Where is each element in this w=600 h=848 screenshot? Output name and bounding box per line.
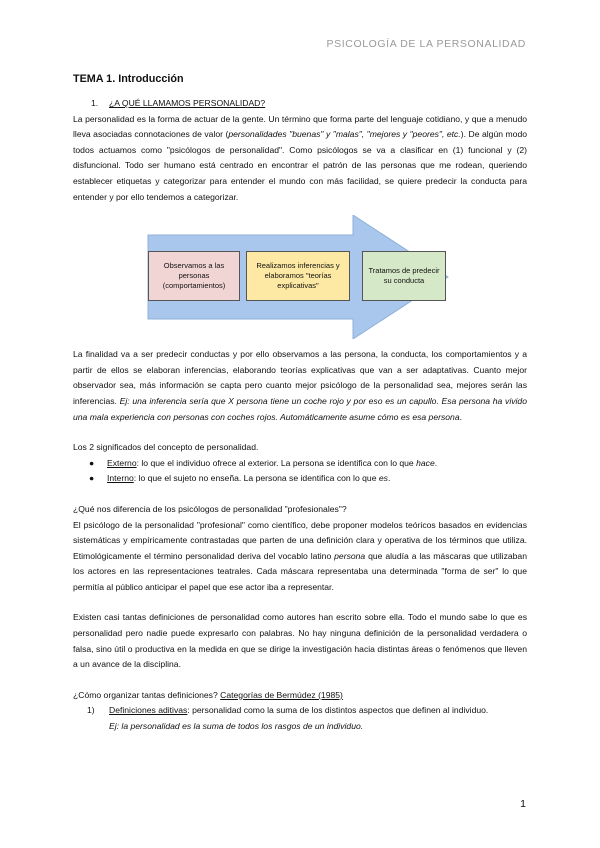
term: Definiciones aditivas bbox=[109, 705, 188, 716]
term: Interno bbox=[107, 473, 134, 484]
text: . bbox=[459, 411, 463, 422]
paragraph-intro bbox=[73, 112, 527, 206]
categorias-list bbox=[73, 703, 527, 734]
italic-text: persona bbox=[334, 550, 366, 561]
paragraph-definiciones: Existen casi tantas definiciones de personalidad como autores han escrito sobre ella. Todo el mundo sabe lo que es personalidad pero nadie puede expresarlo con palabras. No hay ninguna definición de la personalidad verdadera o falsa, sino útil o productiva en la medida en que se dirige la investigación hacia distintas áreas o fenómenos que lleven a un avance de la disciplina. bbox=[73, 612, 527, 670]
page-title: TEMA 1. Introducción bbox=[73, 73, 184, 85]
bermudez-link[interactable]: Categorías de Bermúdez (1985) bbox=[220, 689, 343, 700]
process-diagram bbox=[73, 215, 527, 339]
text: La personalidad es la forma de actuar de la gente. Un término que forma parte del lenguaje cotidiano, y que a menudo lleva asociadas connotaciones de valor ( bbox=[73, 113, 527, 140]
text: ¿Cómo organizar tantas definiciones? bbox=[73, 689, 221, 700]
list-item bbox=[73, 456, 527, 472]
list-item bbox=[73, 471, 527, 487]
text: : lo que el sujeto no enseña. La persona se identifica con lo que bbox=[133, 473, 379, 484]
section-number: 1. bbox=[91, 98, 99, 108]
diagram-box-observe: Observamos a las personas (comportamientos) bbox=[148, 251, 240, 301]
italic-example: Ej: una inferencia sería que X persona tiene un coche rojo y por eso es un capullo. Esa persona ha vivido una mala experiencia con personas con coches rojos. Automáticamente asume cómo es esa persona bbox=[73, 395, 527, 422]
term: Externo bbox=[107, 457, 137, 468]
italic-example: Ej: la personalidad es la suma de todos los rasgos de un individuo. bbox=[109, 721, 364, 732]
section-heading bbox=[91, 96, 527, 112]
section-heading-text: ¿A QUÉ LLAMAMOS PERSONALIDAD? bbox=[109, 98, 266, 108]
text: : personalidad como la suma de los distintos aspectos que definen al individuo. bbox=[187, 705, 489, 716]
significados-list bbox=[73, 456, 527, 487]
document-body bbox=[73, 72, 527, 735]
diferencia-question: ¿Qué nos diferencia de los psicólogos de personalidad "profesionales"? bbox=[73, 503, 347, 514]
organizar-question bbox=[73, 688, 527, 704]
bullet-icon: ● bbox=[89, 457, 95, 468]
diagram-box-predict: Tratamos de predecir su conducta bbox=[362, 251, 446, 301]
italic-text: personalidades "buenas" y "malas", "mejores y "peores", etc. bbox=[228, 129, 461, 140]
page-number: 1 bbox=[520, 798, 526, 810]
text: El psicólogo de la personalidad "profesional" como científico, debe proponer modelos teóricos basados en evidencias sistemáticas y empíricamente contrastadas que parten de una definición clara y operativa de los términos que utiliza. Etimológicamente el término personalidad deriva del vocablo latino bbox=[73, 519, 527, 561]
paragraph-finalidad bbox=[73, 347, 527, 425]
text: que aludía a las máscaras que utilizaban los actores en las representaciones teatrales. Cada máscara representaba una determinada "forma de ser" lo que permitía al público anticipar el papel que ese actor iba a representar. bbox=[73, 550, 527, 592]
text: : lo que el individuo ofrece al exterior. La persona se identifica con lo que bbox=[136, 457, 417, 468]
text: . bbox=[387, 473, 391, 484]
running-header: PSICOLOGÍA DE LA PERSONALIDAD bbox=[326, 38, 526, 50]
italic-text: hace bbox=[416, 457, 435, 468]
diagram-box-infer: Realizamos inferencias y elaboramos "teorías explicativas" bbox=[246, 251, 350, 301]
text: La finalidad va a ser predecir conductas y por ello observamos a las persona, la conducta, los comportamientos y a partir de ellos se elaboran inferencias, elaborando teorías explicativas que van a ser adaptativas. Cuanto mejor observador sea, más información se capta pero cuanto mejor psicólogo de la personalidad sea, mejores serán las inferencias. bbox=[73, 349, 527, 406]
italic-text: es bbox=[378, 473, 388, 484]
paragraph-diferencia bbox=[73, 518, 527, 596]
list-number: 1) bbox=[87, 705, 95, 716]
significados-intro: Los 2 significados del concepto de personalidad. bbox=[73, 442, 259, 453]
bullet-icon: ● bbox=[89, 473, 95, 484]
text: . bbox=[434, 457, 438, 468]
list-item bbox=[87, 703, 527, 734]
text: ). De algún modo todos actuamos como "psicólogos de personalidad". Como psicólogos se va a clasificar en (1) funcional y (2) disfuncional. Todo ser humano está centrado en encontrar el patrón de las personas que me rodean, queriendo establecer etiquetas y categorizar para entender el mundo con más facilidad, se quiere predecir la conducta para entender y por ello tendemos a categorizar. bbox=[73, 129, 528, 202]
